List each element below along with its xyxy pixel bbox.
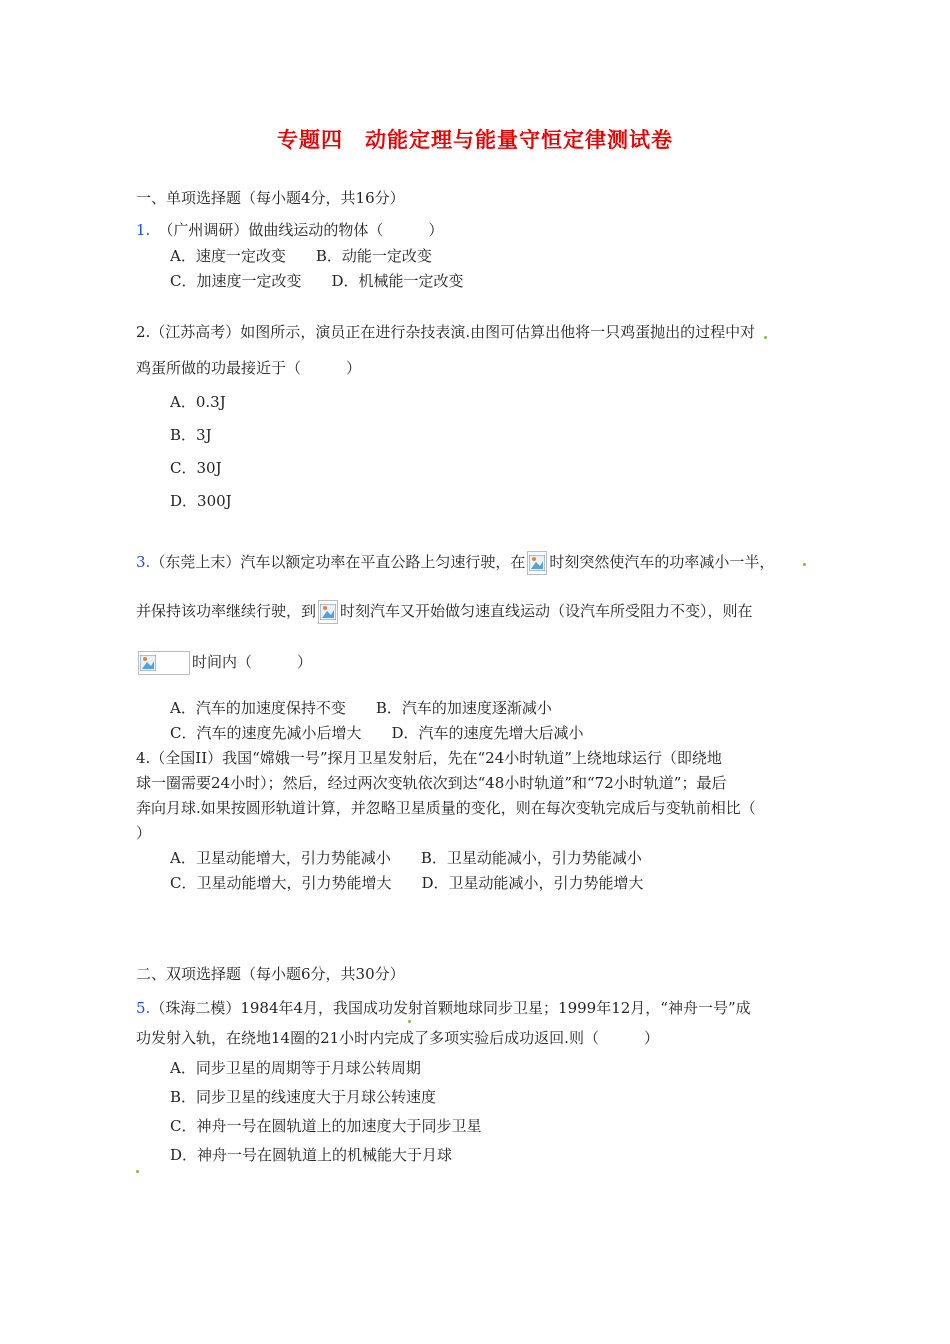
- question-2-stem-line2: 鸡蛋所做的功最接近于（ ）: [136, 359, 362, 377]
- question-3-line1: [136, 551, 774, 575]
- question-4-line1: 4.（全国II）我国“嫦娥一号”探月卫星发射后，先在“24小时轨道”上绕地球运行（即绕地: [136, 749, 722, 767]
- question-4-line3: 奔向月球.如果按圆形轨道计算，并忽略卫星质量的变化，则在每次变轨完成后与变轨前相比（: [136, 799, 756, 817]
- question-3-text-3: 时间内（ ）: [192, 653, 313, 671]
- decorative-dot: [764, 336, 767, 339]
- question-3-options-ab: A．汽车的加速度保持不变 B．汽车的加速度逐渐减小: [170, 699, 552, 717]
- broken-image-icon: [318, 600, 338, 624]
- decorative-dot: [136, 1170, 139, 1173]
- question-5-option-a: A．同步卫星的周期等于月球公转周期: [170, 1059, 421, 1077]
- question-2-option-b: B．3J: [170, 426, 212, 444]
- section1-heading: 一、单项选择题（每小题4分，共16分）: [136, 189, 405, 207]
- question-2-option-d: D．300J: [170, 492, 232, 510]
- question-5-number: 5.: [136, 999, 151, 1017]
- question-1-options-ab: A．速度一定改变 B．动能一定改变: [170, 247, 432, 265]
- section2-heading: 二、双项选择题（每小题6分，共30分）: [136, 965, 405, 983]
- broken-image-icon: [138, 651, 190, 675]
- broken-image-icon: [527, 551, 547, 575]
- question-2-stem-line1: 2.（江苏高考）如图所示，演员正在进行杂技表演.由图可估算出他将一只鸡蛋抛出的过程中对: [136, 323, 756, 341]
- decorative-dot: [408, 1020, 411, 1023]
- question-1-stem: （广州调研）做曲线运动的物体（ ）: [158, 221, 444, 239]
- question-3-line3: [136, 651, 312, 675]
- question-5-line2: 功发射入轨，在绕地14圈的21小时内完成了多项实验后成功返回.则（ ）: [136, 1029, 659, 1047]
- question-2-option-a: A．0.3J: [170, 393, 226, 411]
- question-1-number: 1.: [136, 221, 151, 239]
- question-4-line4: ）: [136, 824, 152, 842]
- decorative-dot: [803, 563, 806, 566]
- question-5-option-c: C．神舟一号在圆轨道上的加速度大于同步卫星: [170, 1117, 482, 1135]
- question-3-number: 3.: [136, 553, 151, 571]
- question-4-options-cd: C．卫星动能增大，引力势能增大 D．卫星动能减小，引力势能增大: [170, 874, 644, 892]
- question-3-text-2b: 时刻汽车又开始做匀速直线运动（设汽车所受阻力不变），则在: [340, 602, 753, 620]
- question-2-option-c: C．30J: [170, 459, 222, 477]
- question-3-text-1b: 时刻突然使汽车的功率减小一半，: [549, 553, 775, 571]
- question-5-line1: [136, 998, 751, 1018]
- question-3-line2: [136, 600, 753, 624]
- page-title: 专题四 动能定理与能量守恒定律测试卷: [277, 128, 673, 152]
- question-3-text-2a: 并保持该功率继续行驶，到: [136, 602, 317, 620]
- question-3-text-1a: （东莞上末）汽车以额定功率在平直公路上匀速行驶，在: [150, 553, 526, 571]
- question-3-options-cd: C．汽车的速度先减小后增大 D．汽车的速度先增大后减小: [170, 724, 584, 742]
- question-5-option-d: D．神舟一号在圆轨道上的机械能大于月球: [170, 1146, 453, 1164]
- question-1-options-cd: C．加速度一定改变 D．机械能一定改变: [170, 272, 464, 290]
- question-1: [136, 220, 443, 240]
- question-5-option-b: B．同步卫星的线速度大于月球公转速度: [170, 1088, 437, 1106]
- question-4-options-ab: A．卫星动能增大，引力势能减小 B．卫星动能减小，引力势能减小: [170, 849, 642, 867]
- question-5-text-1: （珠海二模）1984年4月，我国成功发射首颗地球同步卫星；1999年12月，“神舟一号”成: [150, 999, 751, 1017]
- question-4-line2: 球一圈需要24小时）；然后，经过两次变轨依次到达“48小时轨道”和“72小时轨道”；最后: [136, 774, 727, 792]
